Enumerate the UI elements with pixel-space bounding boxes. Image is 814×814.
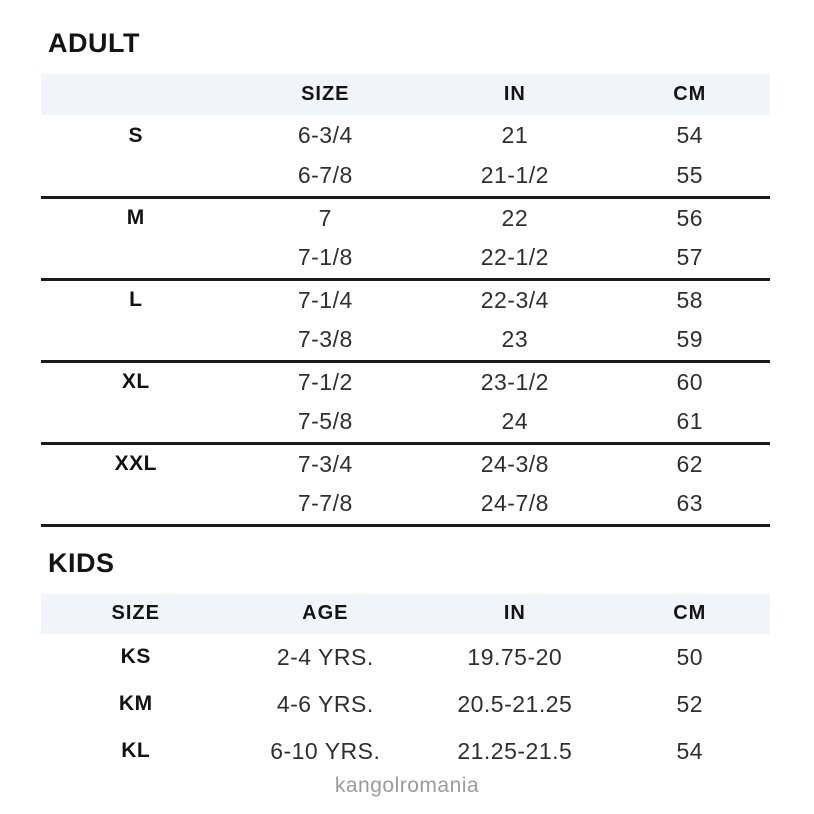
size-value: 7-1/2	[297, 368, 353, 395]
in-value: 20.5-21.25	[457, 690, 573, 717]
table-row	[41, 197, 770, 238]
table-row	[41, 156, 770, 197]
header-row	[41, 594, 770, 634]
in-value: 21-1/2	[420, 156, 610, 197]
in-value: 24	[420, 402, 610, 443]
in-value: 21	[501, 122, 529, 148]
size-label: KM	[118, 692, 153, 715]
in-value: 22-3/4	[480, 286, 549, 313]
kids-table-body	[41, 634, 770, 775]
cm-value: 58	[676, 286, 704, 313]
kids-heading: KIDS	[48, 547, 115, 578]
size-value: 7-1/4	[297, 286, 353, 313]
size-label: KS	[120, 645, 151, 668]
column-header-cm: CM	[673, 83, 707, 105]
adult-table-header	[41, 74, 770, 115]
column-header-in: IN	[503, 83, 526, 105]
age-value: 4-6 YRS.	[276, 690, 374, 717]
table-row	[41, 443, 770, 484]
table-row	[41, 115, 770, 156]
size-label: XXL	[114, 452, 157, 476]
header-row	[41, 74, 770, 115]
adult-table-body	[41, 115, 770, 525]
cm-value: 59	[610, 320, 770, 361]
in-value: 22-1/2	[420, 238, 610, 279]
column-header-size: SIZE	[301, 83, 350, 105]
table-row	[41, 320, 770, 361]
adult-size-table	[41, 74, 770, 527]
age-value: 2-4 YRS.	[276, 643, 374, 670]
age-value: 6-10 YRS.	[270, 737, 381, 764]
in-value: 23	[420, 320, 610, 361]
table-row	[41, 728, 770, 775]
cm-value: 60	[676, 368, 704, 395]
in-value: 23-1/2	[480, 368, 549, 395]
size-value: 6-7/8	[231, 156, 421, 197]
size-label	[41, 484, 231, 525]
size-value: 7-5/8	[231, 402, 421, 443]
table-row	[41, 681, 770, 728]
in-value: 24-3/8	[480, 450, 549, 477]
cm-value: 63	[610, 484, 770, 525]
cm-value: 55	[610, 156, 770, 197]
column-header-age: AGE	[302, 602, 349, 624]
size-value: 7-3/8	[231, 320, 421, 361]
in-value: 24-7/8	[420, 484, 610, 525]
size-value: 7-1/8	[231, 238, 421, 279]
in-value: 19.75-20	[467, 643, 563, 670]
table-row	[41, 361, 770, 402]
size-chart-content	[41, 0, 770, 775]
size-value: 7-3/4	[297, 450, 353, 477]
table-row	[41, 484, 770, 525]
size-label: S	[128, 123, 144, 147]
cm-value: 62	[676, 450, 704, 477]
table-row	[41, 634, 770, 681]
size-label	[41, 320, 231, 361]
size-label	[41, 156, 231, 197]
cm-value: 54	[676, 737, 704, 764]
cm-value: 57	[610, 238, 770, 279]
size-label: XL	[121, 370, 150, 394]
size-label: M	[126, 206, 145, 230]
cm-value: 61	[610, 402, 770, 443]
table-row	[41, 402, 770, 443]
cm-value: 56	[676, 204, 704, 231]
kids-table-header	[41, 594, 770, 634]
size-label	[41, 402, 231, 443]
size-value: 7	[318, 204, 332, 231]
in-value: 22	[501, 204, 529, 231]
table-row	[41, 279, 770, 320]
brand-watermark: kangolromania	[334, 773, 480, 797]
kids-size-table	[41, 594, 770, 775]
column-header-blank	[41, 74, 231, 115]
table-row	[41, 238, 770, 279]
size-value: 7-7/8	[231, 484, 421, 525]
size-label	[41, 238, 231, 279]
size-label: L	[129, 288, 143, 312]
cm-value: 52	[676, 690, 704, 717]
cm-value: 54	[676, 122, 704, 148]
column-header-in: IN	[503, 602, 526, 624]
cm-value: 50	[676, 643, 704, 670]
size-value: 6-3/4	[297, 122, 353, 148]
column-header-cm: CM	[673, 602, 707, 624]
adult-heading: ADULT	[48, 28, 140, 58]
size-label: KL	[121, 739, 151, 762]
in-value: 21.25-21.5	[457, 737, 573, 764]
column-header-size: SIZE	[111, 602, 160, 624]
